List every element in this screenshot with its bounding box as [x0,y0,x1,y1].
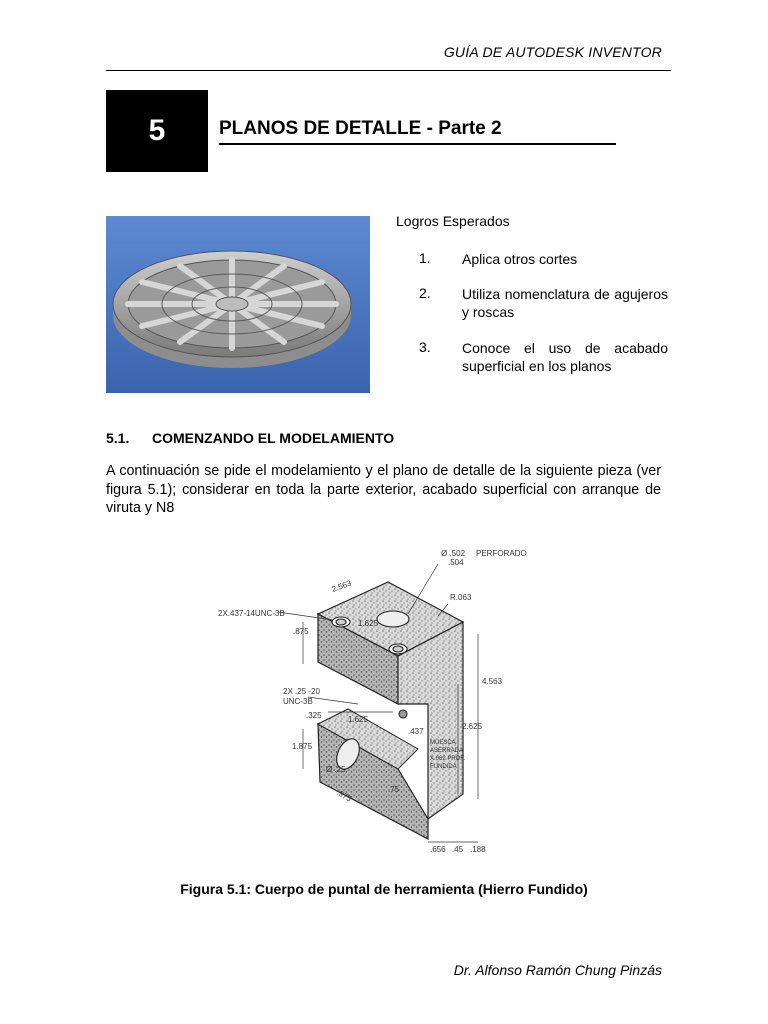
body-paragraph: A continuación se pide el modelamiento y el plano de detalle de la siguiente pieza (ver figura 5.1); considerar en toda la parte exterior, acabado superficial con arranque de viruta y N8 [106,463,661,516]
label-dim-325: .325 [306,711,322,720]
header-rule [106,70,671,71]
goal-number: 1. [419,250,431,266]
label-note-4: FUNDIDA [430,764,457,770]
goal-text: Aplica otros cortes [462,251,578,267]
page-footer-author: Dr. Alfonso Ramón Chung Pinzás [453,962,662,978]
label-note-2: ASERRADA [430,748,464,754]
label-note-3: X.062 PROF. [430,756,466,762]
label-radius: R.063 [450,593,472,602]
page-header-title: GUÍA DE AUTODESK INVENTOR [443,44,662,60]
chapter-number-box [106,90,208,172]
label-dim-188: .188 [470,845,486,854]
label-dim-437: .437 [408,727,424,736]
goal-text: Conoce el uso de acabado superficial en los planos [462,340,668,374]
label-thread-side-1: 2X .25 -20 [283,687,320,696]
label-note-1: MUESCA [430,740,456,746]
wheel-part-image [106,216,370,393]
technical-drawing [208,534,568,864]
goal-number: 2. [419,285,431,301]
label-dim-1625a: 1.625 [358,619,379,628]
label-dim-875: .875 [293,627,309,636]
section-number: 5.1. [106,430,130,446]
label-perforado: PERFORADO [476,549,527,558]
label-dim-2563: 2.563 [330,578,353,594]
label-diameter-top: Ø .502 [441,549,466,558]
chapter-title-underline [219,143,616,145]
label-dim-656: .656 [430,845,446,854]
chapter-title: PLANOS DE DETALLE - Parte 2 [219,118,502,139]
goal-text: Utiliza nomenclatura de agujeros y roscas [462,286,668,320]
label-dim-4563: 4.563 [482,677,503,686]
label-dim-1875: 1.875 [292,742,313,751]
label-dim-45: .45 [452,845,464,854]
goal-number: 3. [419,339,431,355]
label-thread-top: 2X.437-14UNC-3B [218,609,285,618]
chapter-number: 5 [148,114,166,147]
label-dim-o25: Ø .25 [326,765,346,774]
label-thread-side-2: UNC-3B [283,697,313,706]
label-dim-75: .75 [388,785,400,794]
label-dim-375: .375 [335,787,353,804]
label-diameter-bottom: .504 [448,558,464,567]
label-dim-2625: 2.625 [462,722,483,731]
label-dim-1625b: 1.625 [348,715,369,724]
figure-caption: Figura 5.1: Cuerpo de puntal de herramienta (Hierro Fundido) [180,881,588,897]
section-title: COMENZANDO EL MODELAMIENTO [152,430,395,446]
goals-heading: Logros Esperados [396,213,510,229]
